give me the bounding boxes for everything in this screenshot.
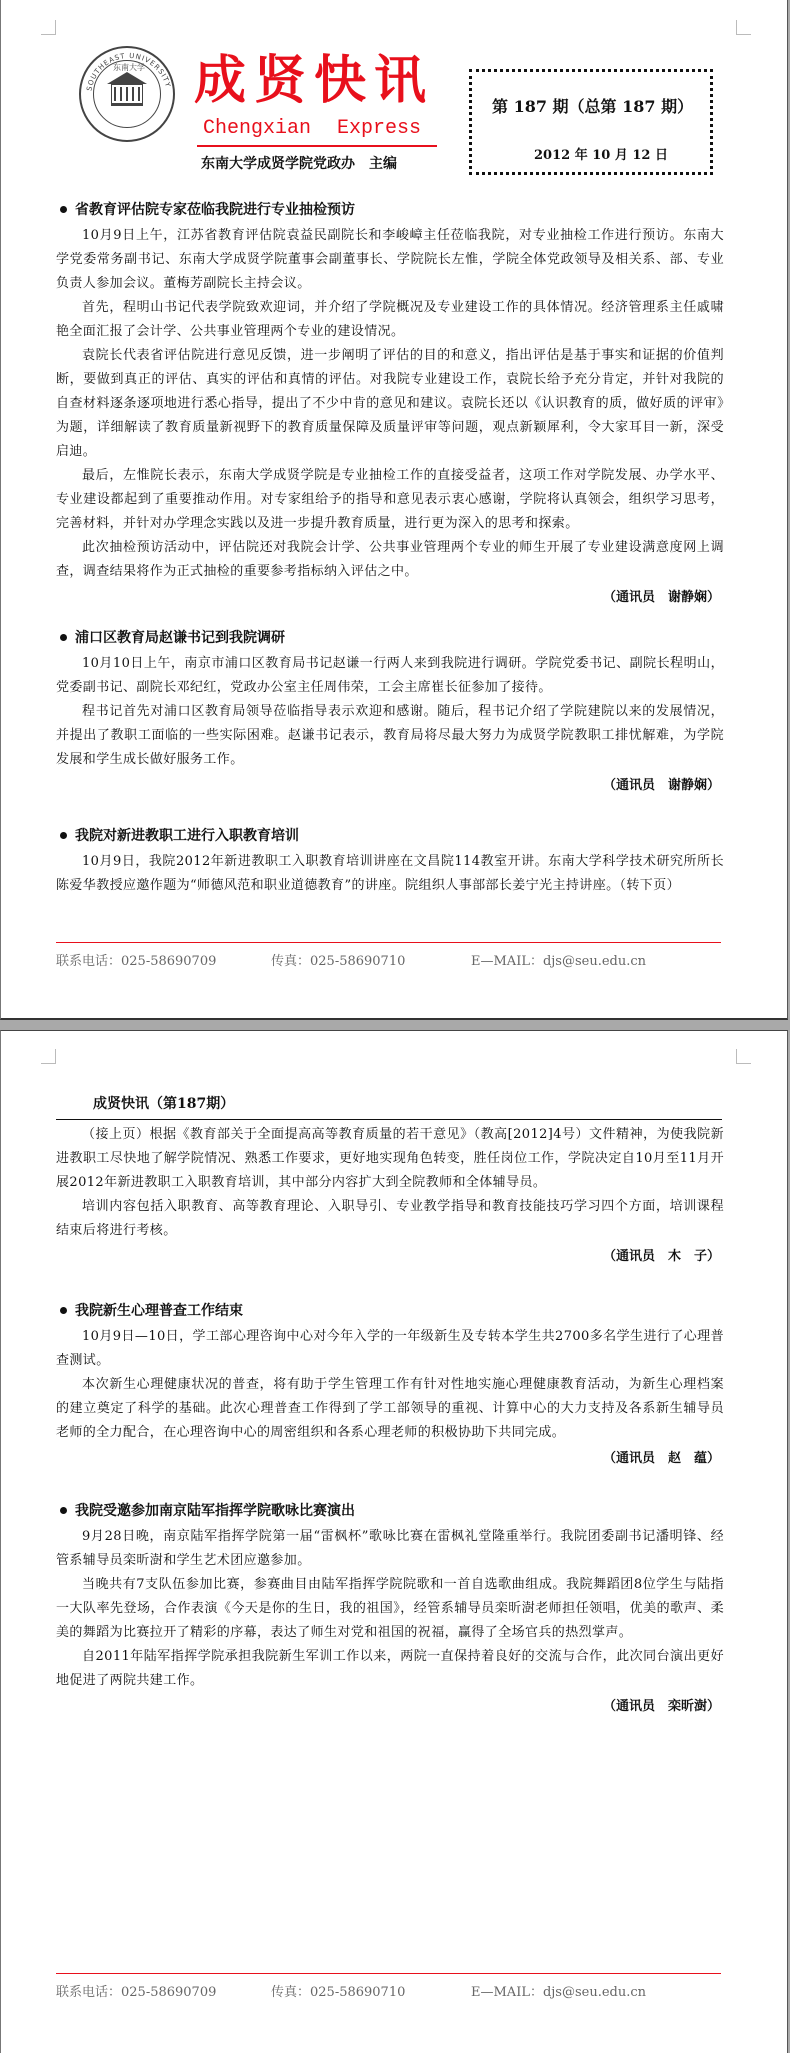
article-paragraph: 此次抽检预访活动中，评估院还对我院会计学、公共事业管理两个专业的师生开展了专业建设满意度网上调查，调查结果将作为正式抽检的重要参考指标纳入评估之中。 xyxy=(56,540,724,579)
footer-email[interactable]: E—MAIL：djs@seu.edu.cn xyxy=(471,1985,647,2000)
article-continuation xyxy=(56,1123,724,1271)
article-title-text: 省教育评估院专家莅临我院进行专业抽检预访 xyxy=(75,202,355,218)
crop-mark xyxy=(41,20,56,35)
crop-mark xyxy=(736,1049,751,1064)
article-paragraph: 10月9日上午，江苏省教育评估院袁益民副院长和李峻嶂主任莅临我院，对专业抽检工作进行预访。东南大学党委常务副书记、东南大学成贤学院董事会副董事长、学院院长左惟，学院全体党政领导及相关系、部、专业负责人参加会议。董梅芳副院长主持会议。 xyxy=(56,228,724,291)
article-paragraph: 自2011年陆军指挥学院承担我院新生军训工作以来，两院一直保持着良好的交流与合作，此次同台演出更好地促进了两院共建工作。 xyxy=(56,1649,724,1688)
article-byline: （通讯员 谢静娴） xyxy=(602,590,720,605)
running-header: 成贤快讯（第187期） xyxy=(93,1096,235,1112)
footer-divider xyxy=(56,942,721,943)
article-2 xyxy=(56,628,724,800)
article-byline: （通讯员 栾昕澍） xyxy=(602,1699,720,1714)
article-paragraph: 本次新生心理健康状况的普查，将有助于学生管理工作有针对性地实施心理健康教育活动，为新生心理档案的建立奠定了科学的基础。此次心理普查工作得到了学工部领导的重视、计算中心的大力支持及各系新生辅导员老师的全力配合，在心理咨询中心的周密组织和各系心理老师的积极协助下共同完成。 xyxy=(56,1377,724,1440)
issue-number: 第 187 期（总第 187 期） xyxy=(492,97,694,116)
article-byline: （通讯员 木 子） xyxy=(602,1249,720,1264)
article-paragraph: 程书记首先对浦口区教育局领导莅临指导表示欢迎和感谢。随后，程书记介绍了学院建院以来的发展情况，并提出了教职工面临的一些实际困难。赵谦书记表示，教育局将尽最大努力为成贤学院教职工排忧解难，为学院发展和学生成长做好服务工作。 xyxy=(56,704,724,767)
article-byline: （通讯员 谢静娴） xyxy=(602,778,720,793)
article-paragraph: 首先，程明山书记代表学院致欢迎词，并介绍了学院概况及专业建设工作的具体情况。经济管理系主任戚啸艳全面汇报了会计学、公共事业管理两个专业的建设情况。 xyxy=(56,300,724,339)
seal-top-text: 东南大学 xyxy=(113,63,145,72)
article-title-text: 我院新生心理普查工作结束 xyxy=(75,1303,243,1319)
article-paragraph: 最后，左惟院长表示，东南大学成贤学院是专业抽检工作的直接受益者，这项工作对学院发展、办学水平、专业建设都起到了重要推动作用。对专家组给予的指导和意见表示衷心感谢，学院将认真领会，组织学习思考，完善材料，并针对办学理念实践以及进一步提升教育质量，进行更为深入的思考和探索。 xyxy=(56,468,724,531)
issue-date: 2012 年 10 月 12 日 xyxy=(534,148,668,163)
article-byline: （通讯员 赵 蕴） xyxy=(602,1451,720,1466)
header-divider xyxy=(56,1119,722,1120)
article-title-text: 我院对新进教职工进行入职教育培训 xyxy=(75,828,299,844)
article-title xyxy=(56,826,724,846)
article-paragraph: 当晚共有7支队伍参加比赛，参赛曲目由陆军指挥学院院歌和一首自选歌曲组成。我院舞蹈团8位学生与陆指一大队率先登场，合作表演《今天是你的生日，我的祖国》，经管系辅导员栾昕澍老师担任领唱，优美的歌声、柔美的舞蹈为比赛拉开了精彩的序幕，表达了师生对党和祖国的祝福，赢得了全场官兵的热烈掌声。 xyxy=(56,1577,724,1640)
article-paragraph: 培训内容包括入职教育、高等教育理论、入职导引、专业教学指导和教育技能技巧学习四个方面，培训课程结束后将进行考核。 xyxy=(56,1199,724,1238)
article-paragraph: 袁院长代表省评估院进行意见反馈，进一步阐明了评估的目的和意义，指出评估是基于事实和证据的价值判断，要做到真正的评估、真实的评估和真情的评估。对我院专业建设工作，袁院长给予充分肯定，并针对我院的自查材料逐条逐项地进行悉心指导，提出了不少中肯的意见和建议。袁院长还以《认识教育的质，做好质的评审》为题，详细解读了教育质量新视野下的教育质量保障及质量评审等问题，观点新颖犀利，令大家耳目一新，深受启迪。 xyxy=(56,348,724,459)
publisher-line: 东南大学成贤学院党政办 主编 xyxy=(201,156,397,172)
bullet-icon xyxy=(60,1307,67,1314)
seal-columns-icon xyxy=(114,87,140,101)
footer-divider xyxy=(56,1973,721,1974)
title-divider xyxy=(197,145,437,147)
footer-phone: 联系电话：025-58690709 xyxy=(56,1985,217,2000)
article-title xyxy=(56,1501,724,1521)
crop-mark xyxy=(41,1049,56,1064)
footer-fax: 传真：025-58690710 xyxy=(271,954,406,969)
article-paragraph: 9月28日晚，南京陆军指挥学院第一届“雷枫杯”歌咏比赛在雷枫礼堂隆重举行。我院团委副书记潘明锋、经管系辅导员栾昕澍和学生艺术团应邀参加。 xyxy=(56,1529,724,1568)
footer-phone: 联系电话：025-58690709 xyxy=(56,954,217,969)
newsletter-title-en: Chengxian Express xyxy=(203,117,422,140)
bullet-icon xyxy=(60,1507,67,1514)
article-title-text: 我院受邀参加南京陆军指挥学院歌咏比赛演出 xyxy=(75,1503,355,1519)
seal-ring-text: SOUTHEAST UNIVERSITY xyxy=(85,51,173,92)
bullet-icon xyxy=(60,634,67,641)
seal-roof-icon xyxy=(107,72,147,84)
footer-fax: 传真：025-58690710 xyxy=(271,1985,406,2000)
crop-mark xyxy=(736,20,751,35)
university-seal xyxy=(79,46,175,142)
newsletter-title: 成贤快讯 xyxy=(194,50,435,111)
article-3 xyxy=(56,826,724,898)
issue-box xyxy=(469,69,713,175)
article-paragraph: 10月9日，我院2012年新进教职工入职教育培训讲座在文昌院114教室开讲。东南大学科学技术研究所所长陈爱华教授应邀作题为“师德风范和职业道德教育”的讲座。院组织人事部部长姜宁光主持讲座。（转下页） xyxy=(56,854,724,893)
article-paragraph: （接上页）根据《教育部关于全面提高高等教育质量的若干意见》（教高[2012]4号）文件精神，为使我院新进教职工尽快地了解学院情况、熟悉工作要求，更好地实现角色转变，胜任岗位工作，学院决定自10月至11月开展2012年新进教职工入职教育培训，其中部分内容扩大到全院教师和全体辅导员。 xyxy=(56,1127,724,1190)
article-title xyxy=(56,1301,724,1321)
bullet-icon xyxy=(60,832,67,839)
bullet-icon xyxy=(60,206,67,213)
article-title xyxy=(56,200,724,220)
article-singing-contest xyxy=(56,1501,724,1721)
article-psych-survey xyxy=(56,1301,724,1473)
article-paragraph: 10月10日上午，南京市浦口区教育局书记赵谦一行两人来到我院进行调研。学院党委书记、副院长程明山，党委副书记、副院长邓纪红，党政办公室主任周伟荣，工会主席崔长征参加了接待。 xyxy=(56,656,724,695)
article-1 xyxy=(56,200,724,612)
article-title-text: 浦口区教育局赵谦书记到我院调研 xyxy=(75,630,285,646)
article-paragraph: 10月9日—10日，学工部心理咨询中心对今年入学的一年级新生及专转本学生共2700多名学生进行了心理普查测试。 xyxy=(56,1329,724,1368)
page-1 xyxy=(0,0,788,1020)
article-title xyxy=(56,628,724,648)
page-2 xyxy=(0,1030,788,2053)
footer-email[interactable]: E—MAIL：djs@seu.edu.cn xyxy=(471,954,647,969)
